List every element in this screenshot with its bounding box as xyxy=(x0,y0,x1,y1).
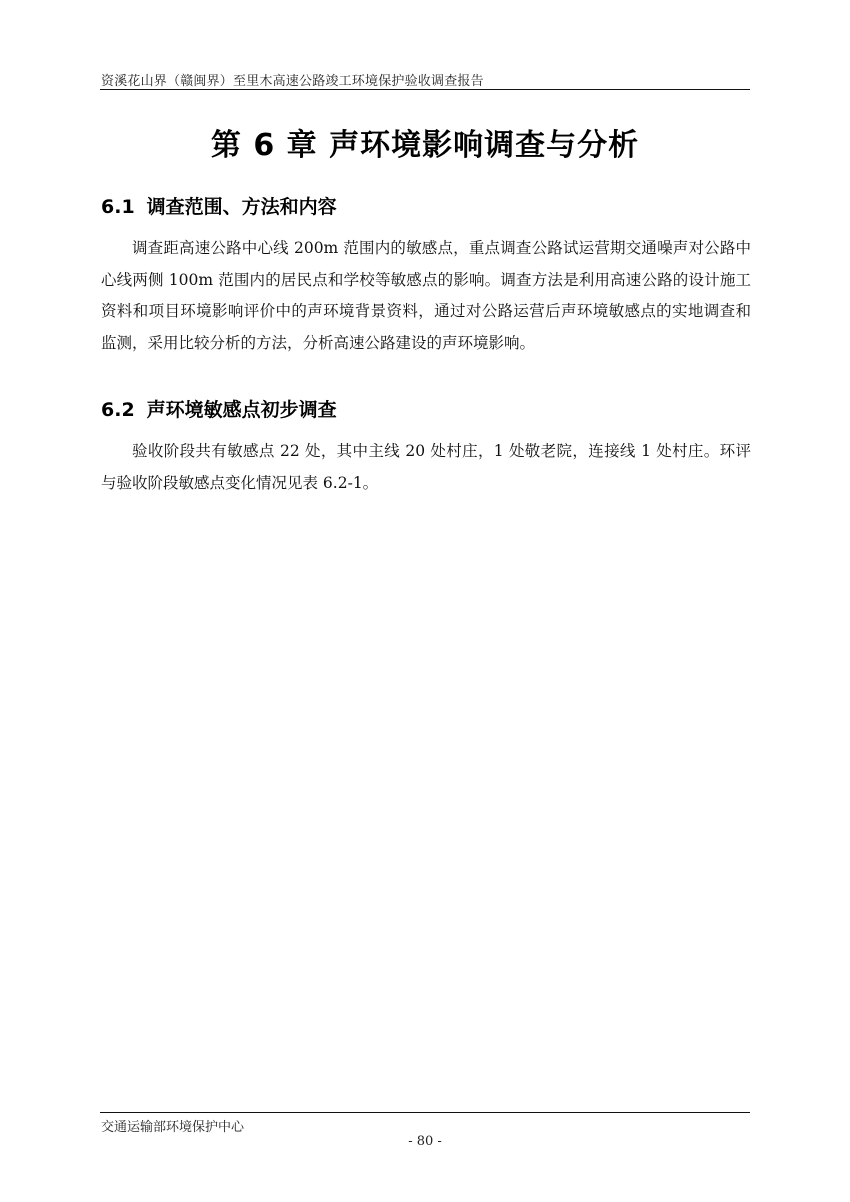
section-number: 6.1 xyxy=(101,196,135,218)
footer-divider xyxy=(100,1112,750,1113)
section-heading-6-2 xyxy=(101,395,337,422)
section-heading-6-1 xyxy=(101,192,337,219)
section-number: 6.2 xyxy=(101,399,135,421)
chapter-title: 第 6 章 声环境影响调查与分析 xyxy=(210,128,640,163)
running-header: 资溪花山界（赣闽界）至里木高速公路竣工环境保护验收调查报告 xyxy=(101,74,484,89)
section-6-1-paragraph: 调查距高速公路中心线 200m 范围内的敏感点，重点调查公路试运营期交通噪声对公路中心线两侧 100m 范围内的居民点和学校等敏感点的影响。调查方法是利用高速公路的设计施工资料和项目环境影响评价中的声环境背景资料，通过对公路运营后声环境敏感点的实地调查和监测，采用比较分析的方法，分析高速公路建设的声环境影响。 xyxy=(101,239,751,352)
footer-organization: 交通运输部环境保护中心 xyxy=(101,1120,245,1135)
header-divider xyxy=(100,89,750,90)
section-title: 调查范围、方法和内容 xyxy=(146,196,337,218)
section-6-2-paragraph: 验收阶段共有敏感点 22 处，其中主线 20 处村庄，1 处敬老院，连接线 1 处村庄。环评与验收阶段敏感点变化情况见表 6.2-1。 xyxy=(101,442,751,492)
page-number: - 80 - xyxy=(408,1134,442,1149)
section-title: 声环境敏感点初步调查 xyxy=(146,399,337,421)
